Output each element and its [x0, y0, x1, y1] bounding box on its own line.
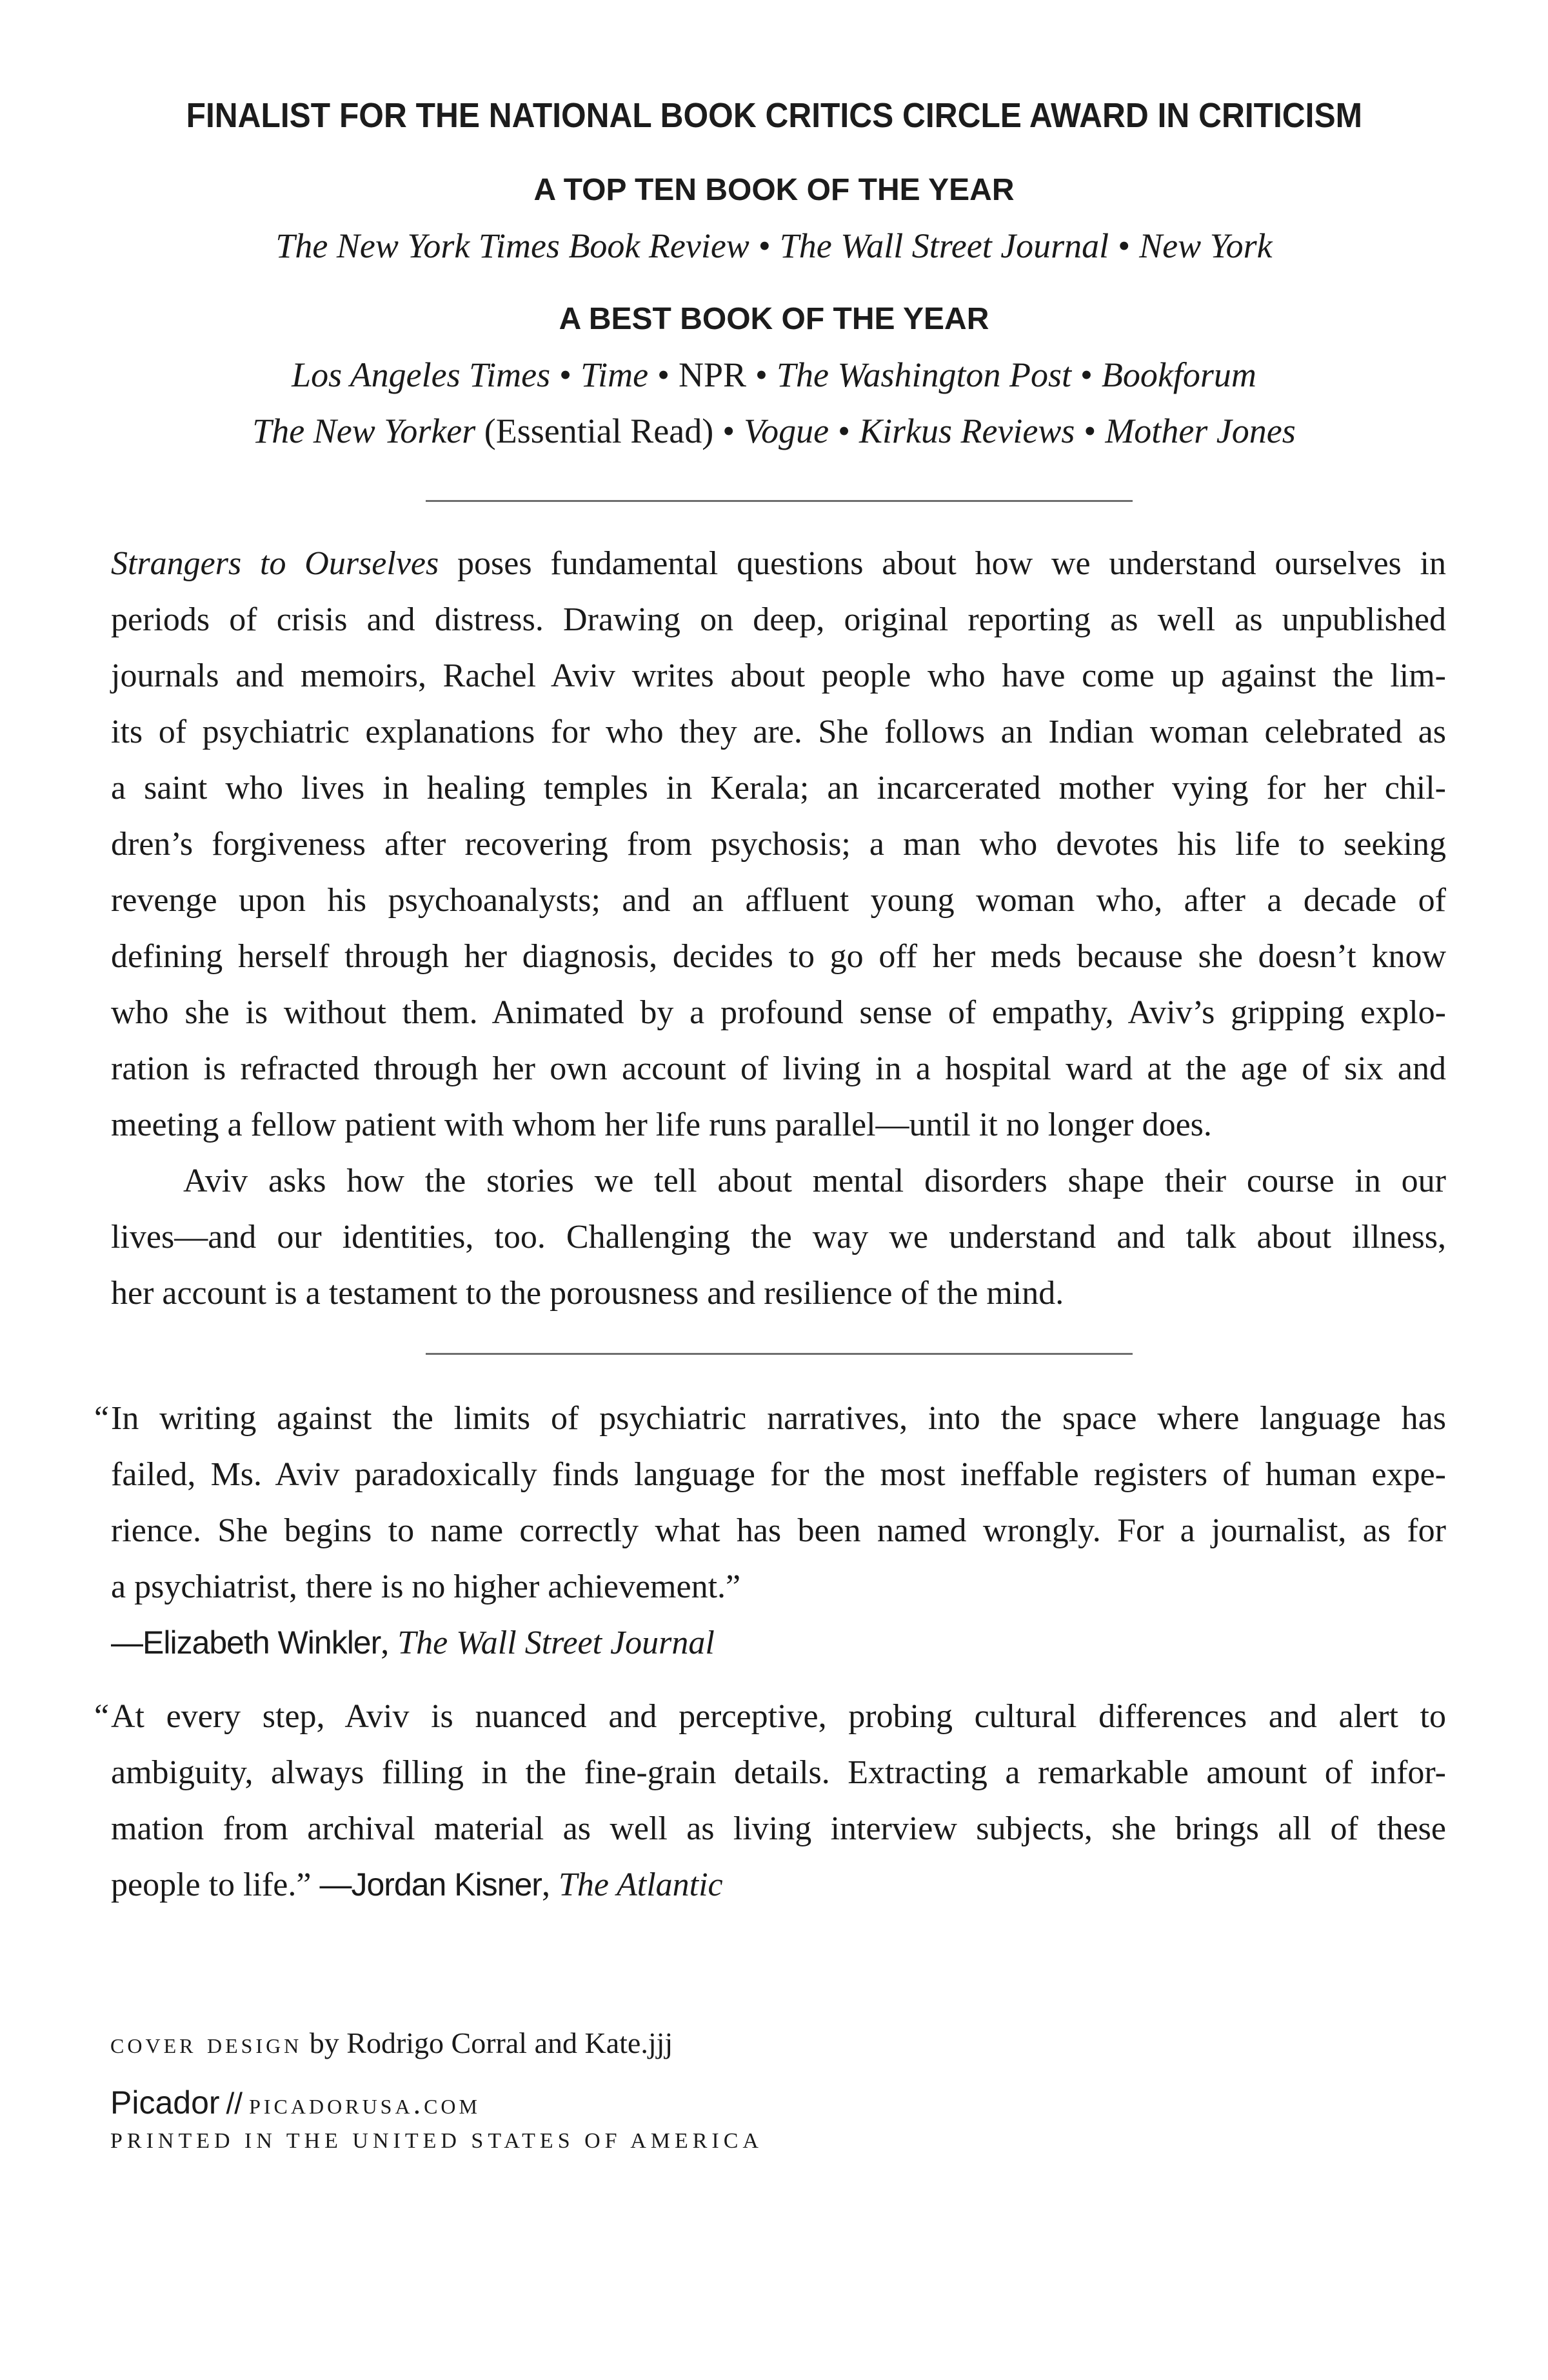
slashes: //: [226, 2086, 243, 2120]
review-publication: The Atlantic: [558, 1866, 723, 1903]
publisher-logo: Picador: [110, 2085, 220, 2121]
bullet-separator: •: [722, 412, 735, 450]
text-line: a psychiatrist, there is no higher achievement.”: [111, 1568, 741, 1605]
text-line: journals and memoirs, Rachel Aviv writes about people who have come up against the lim-: [111, 657, 1446, 694]
publisher-line: [110, 2084, 481, 2121]
publication-bookforum: Bookforum: [1101, 355, 1256, 394]
publication-vogue: Vogue: [744, 412, 829, 450]
publication-new-york: New York: [1139, 226, 1273, 265]
em-dash: —: [111, 1625, 143, 1661]
text-span: people to life.”: [111, 1866, 320, 1903]
publication-npr: NPR: [679, 355, 747, 394]
text-line: In writing against the limits of psychiatric narratives, into the space where language has: [111, 1400, 1446, 1437]
publication-nytbr: The New York Times Book Review: [275, 226, 749, 265]
best-book-publications-line2: [0, 411, 1548, 451]
publication-time: Time: [580, 355, 649, 394]
publication-new-yorker: The New Yorker: [252, 412, 476, 450]
review-attribution: [111, 1857, 1446, 1913]
best-book-heading: A BEST BOOK OF THE YEAR: [559, 302, 989, 336]
description-paragraph-1: [111, 535, 1446, 1153]
text-line: defining herself through her diagnosis, decides to go off her meds because she doesn’t know: [111, 938, 1446, 975]
top-ten-publications: [0, 226, 1548, 266]
publisher-website[interactable]: picadorusa.com: [249, 2087, 481, 2120]
bullet-separator: •: [657, 355, 670, 394]
bullet-separator: •: [838, 412, 850, 450]
bullet-separator: •: [1118, 226, 1131, 265]
book-title: Strangers to Ourselves: [111, 545, 439, 582]
text-line: mation from archival material as well as living interview subjects, she brings all of these: [111, 1810, 1446, 1847]
review-attribution: [111, 1615, 1446, 1671]
text-line: dren’s forgiveness after recovering from psychosis; a man who devotes his life to seeking: [111, 826, 1446, 863]
cover-designers: by Rodrigo Corral and Kate.jjj: [302, 2026, 673, 2059]
text-line: ration is refracted through her own account of living in a hospital ward at the age of six and: [111, 1050, 1446, 1087]
publication-kirkus: Kirkus Reviews: [858, 412, 1075, 450]
open-quote-mark: “: [94, 1698, 110, 1735]
open-quote-mark: “: [94, 1400, 110, 1437]
review-publication: The Wall Street Journal: [397, 1625, 715, 1661]
text-line: her account is a testament to the porousness and resilience of the mind.: [111, 1275, 1064, 1312]
em-dash: —: [319, 1866, 352, 1903]
bullet-separator: •: [559, 355, 572, 394]
new-yorker-note: (Essential Read): [484, 412, 714, 450]
printed-in-notice: PRINTED IN THE UNITED STATES OF AMERICA: [110, 2129, 763, 2153]
section-divider: [426, 500, 1133, 502]
best-book-publications-line1: [0, 355, 1548, 395]
text-line: revenge upon his psychoanalysts; and an affluent young woman who, after a decade of: [111, 882, 1446, 919]
text-line: its of psychiatric explanations for who they are. She follows an Indian woman celebrated as: [111, 714, 1446, 750]
top-ten-heading: A TOP TEN BOOK OF THE YEAR: [533, 173, 1015, 207]
publication-mother-jones: Mother Jones: [1105, 412, 1296, 450]
review-quote-2: [94, 1688, 1446, 1913]
bullet-separator: •: [1084, 412, 1096, 450]
reviewer-name: Jordan Kisner: [351, 1866, 542, 1903]
text-line: periods of crisis and distress. Drawing on deep, original reporting as well as unpublished: [111, 601, 1446, 638]
publication-la-times: Los Angeles Times: [292, 355, 551, 394]
publication-wsj: The Wall Street Journal: [779, 226, 1109, 265]
comma: ,: [381, 1625, 398, 1661]
text-line: At every step, Aviv is nuanced and perceptive, probing cultural differences and alert to: [111, 1698, 1446, 1735]
cover-design-credit: [110, 2026, 673, 2060]
text-line: meeting a fellow patient with whom her life runs parallel—until it no longer does.: [111, 1106, 1212, 1143]
text-line: failed, Ms. Aviv paradoxically finds language for the most ineffable registers of human expe-: [111, 1456, 1446, 1493]
text-line: Aviv asks how the stories we tell about mental disorders shape their course in our: [183, 1163, 1446, 1199]
text-line: who she is without them. Animated by a profound sense of empathy, Aviv’s gripping explo-: [111, 994, 1446, 1031]
cover-design-label: cover design: [110, 2026, 303, 2059]
bullet-separator: •: [1080, 355, 1093, 394]
finalist-heading: FINALIST FOR THE NATIONAL BOOK CRITICS CIRCLE AWARD IN CRITICISM: [186, 96, 1363, 135]
text-span: poses fundamental questions about how we understand ourselves in: [439, 545, 1446, 582]
text-line: a saint who lives in healing temples in Kerala; an incarcerated mother vying for her chil-: [111, 770, 1446, 806]
bullet-separator: •: [758, 226, 771, 265]
text-line: lives—and our identities, too. Challenging the way we understand and talk about illness,: [111, 1219, 1446, 1255]
text-line: [111, 535, 1446, 592]
bullet-separator: •: [755, 355, 768, 394]
comma: ,: [541, 1866, 559, 1903]
reviewer-name: Elizabeth Winkler: [143, 1625, 381, 1661]
text-line: rience. She begins to name correctly what has been named wrongly. For a journalist, as for: [111, 1512, 1446, 1549]
section-divider: [426, 1353, 1133, 1355]
review-quote-1: [94, 1390, 1446, 1671]
text-line: ambiguity, always filling in the fine-grain details. Extracting a remarkable amount of infor-: [111, 1754, 1446, 1791]
description-paragraph-2: [111, 1153, 1446, 1321]
publication-washington-post: The Washington Post: [776, 355, 1072, 394]
